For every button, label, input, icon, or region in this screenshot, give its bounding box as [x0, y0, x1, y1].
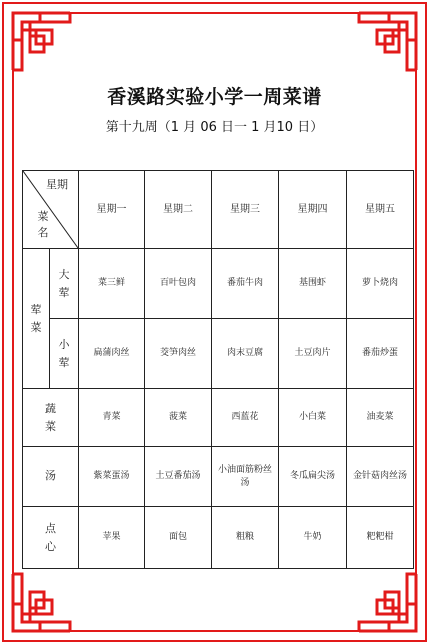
page-title: 香溪路实验小学一周菜谱 [107, 86, 322, 108]
table-row-veg [23, 389, 414, 447]
corner-label-dish: 菜名 [37, 210, 49, 239]
dish-cell: 冬瓜扁尖汤 [279, 447, 347, 507]
subcategory-small-meat: 小荤 [50, 319, 79, 389]
day-header-thu: 星期四 [279, 171, 347, 249]
dish-cell: 扁蒲肉丝 [79, 319, 145, 389]
dish-cell: 菠菜 [145, 389, 212, 447]
dish-cell: 青菜 [79, 389, 145, 447]
table-row-soup [23, 447, 414, 507]
weekly-menu-table [22, 170, 414, 569]
category-veg: 蔬菜 [23, 389, 79, 447]
dish-cell: 番茄炒蛋 [347, 319, 414, 389]
dish-cell: 金针菇肉丝汤 [347, 447, 414, 507]
corner-header-cell [23, 171, 79, 249]
dish-cell: 茭笋肉丝 [145, 319, 212, 389]
dish-cell: 萝卜烧肉 [347, 249, 414, 319]
dish-cell: 粑粑柑 [347, 507, 414, 569]
dish-cell: 面包 [145, 507, 212, 569]
header-row [23, 171, 414, 249]
dish-cell: 粗粮 [212, 507, 279, 569]
category-soup: 汤 [23, 447, 79, 507]
category-snack: 点心 [23, 507, 79, 569]
dish-cell: 小油面筋粉丝汤 [212, 447, 279, 507]
table-row-big-meat [23, 249, 414, 319]
table-row-snack [23, 507, 414, 569]
day-header-wed: 星期三 [212, 171, 279, 249]
dish-cell: 油麦菜 [347, 389, 414, 447]
dish-cell: 番茄牛肉 [212, 249, 279, 319]
dish-cell: 小白菜 [279, 389, 347, 447]
dish-cell: 紫菜蛋汤 [79, 447, 145, 507]
dish-cell: 肉末豆腐 [212, 319, 279, 389]
dish-cell: 苹果 [79, 507, 145, 569]
dish-cell: 百叶包肉 [145, 249, 212, 319]
dish-cell: 土豆番茄汤 [145, 447, 212, 507]
dish-cell: 菜三鲜 [79, 249, 145, 319]
page-subtitle: 第十九周（1 月 06 日一 1 月10 日） [105, 120, 324, 135]
subcategory-big-meat: 大荤 [50, 249, 79, 319]
dish-cell: 牛奶 [279, 507, 347, 569]
corner-label-weekday: 星期 [46, 178, 68, 191]
day-header-mon: 星期一 [79, 171, 145, 249]
dish-cell: 西蓝花 [212, 389, 279, 447]
category-meat: 荤菜 [23, 249, 50, 389]
day-header-fri: 星期五 [347, 171, 414, 249]
day-header-tue: 星期二 [145, 171, 212, 249]
dish-cell: 基围虾 [279, 249, 347, 319]
dish-cell: 土豆肉片 [279, 319, 347, 389]
table-row-small-meat [23, 319, 414, 389]
